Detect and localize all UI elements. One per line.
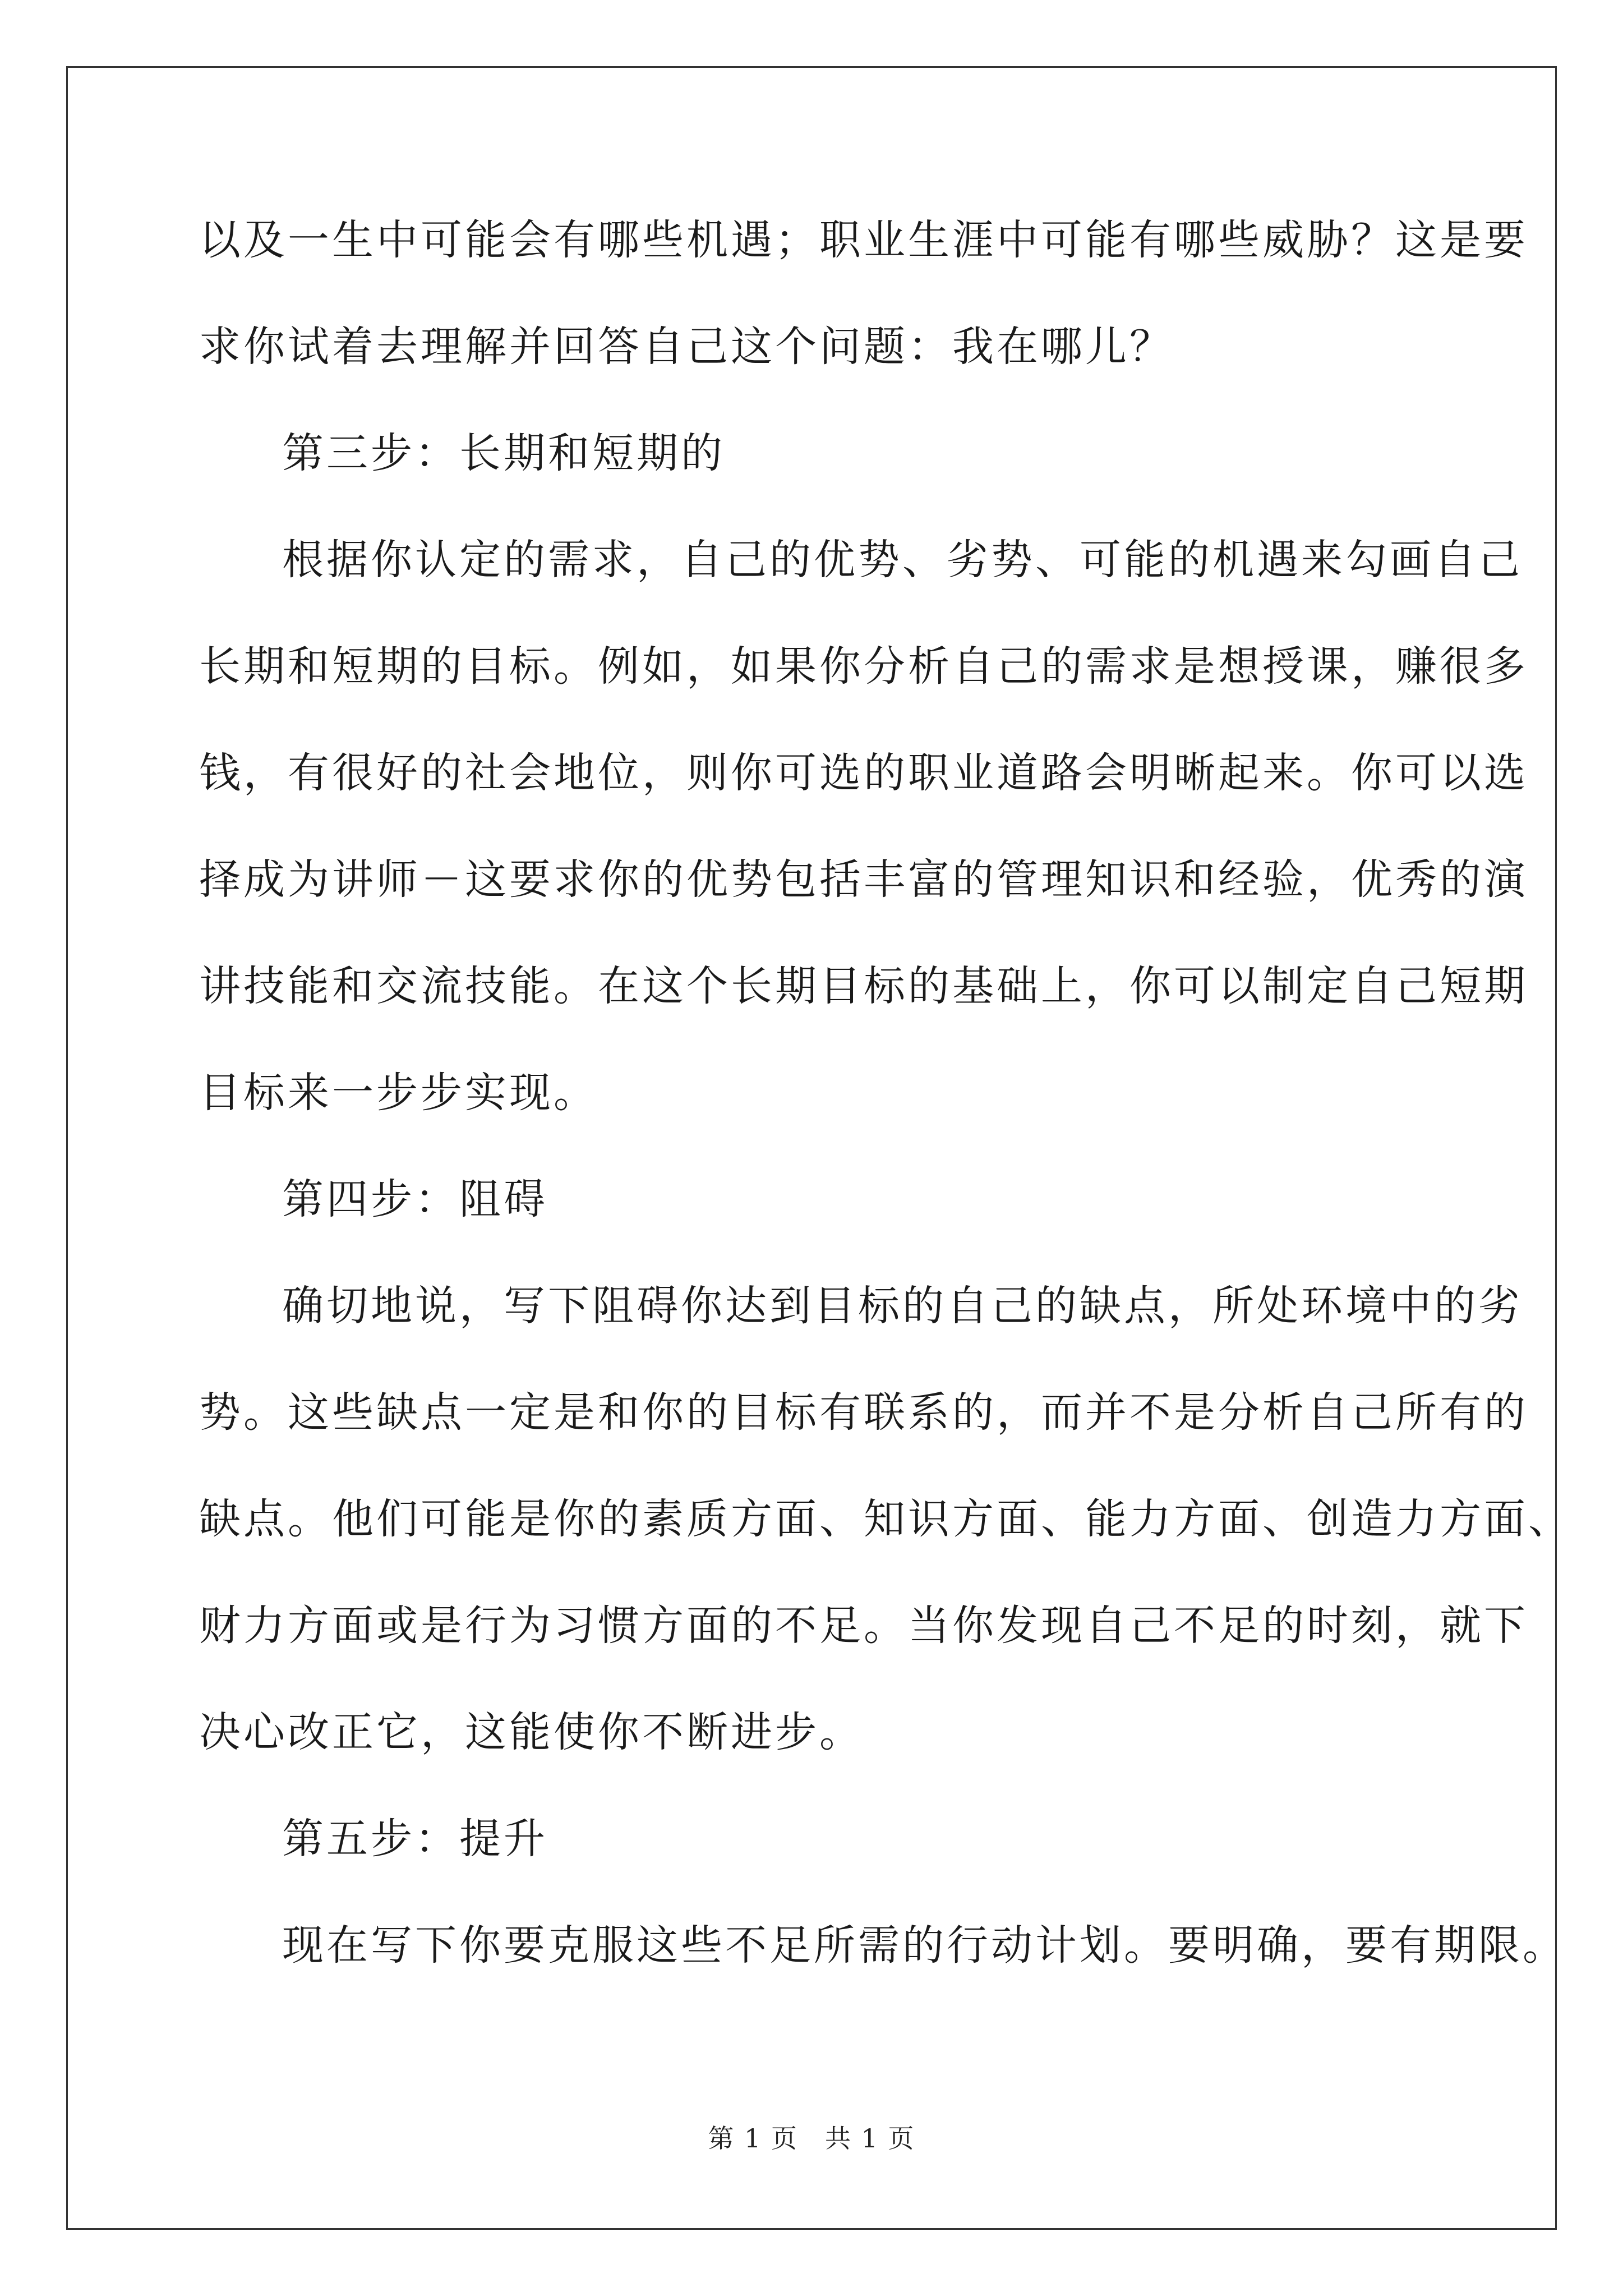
paragraph-line: 财力方面或是行为习惯方面的不足。当你发现自己不足的时刻，就下 bbox=[199, 1602, 1528, 1650]
paragraph-line: 择成为讲师－这要求你的优势包括丰富的管理知识和经验，优秀的演 bbox=[199, 855, 1528, 904]
page-total: 共 1 页 bbox=[825, 2123, 915, 2154]
paragraph-line: 决心改正它，这能使你不断进步。 bbox=[199, 1708, 864, 1756]
paragraph-line: 讲技能和交流技能。在这个长期目标的基础上，你可以制定自己短期 bbox=[199, 962, 1528, 1010]
page-number: 第 1 页 bbox=[708, 2123, 798, 2154]
section-heading-step-5: 第五步：提升 bbox=[282, 1815, 548, 1863]
paragraph-line: 求你试着去理解并回答自己这个问题：我在哪儿？ bbox=[199, 323, 1174, 371]
section-heading-step-3: 第三步：长期和短期的 bbox=[282, 429, 725, 477]
paragraph-line: 缺点。他们可能是你的素质方面、知识方面、能力方面、创造力方面、 bbox=[199, 1495, 1573, 1543]
paragraph-line: 以及一生中可能会有哪些机遇；职业生涯中可能有哪些威胁？这是要 bbox=[199, 216, 1528, 264]
page-footer bbox=[0, 2123, 1623, 2154]
section-heading-step-4: 第四步：阻碍 bbox=[282, 1175, 548, 1223]
page-border bbox=[66, 66, 1557, 2230]
paragraph-line: 长期和短期的目标。例如，如果你分析自己的需求是想授课，赚很多 bbox=[199, 642, 1528, 691]
paragraph-line: 确切地说，写下阻碍你达到目标的自己的缺点，所处环境中的劣 bbox=[282, 1282, 1523, 1330]
paragraph-line: 钱，有很好的社会地位，则你可选的职业道路会明晰起来。你可以选 bbox=[199, 749, 1528, 797]
paragraph-line: 现在写下你要克服这些不足所需的行动计划。要明确，要有期限。 bbox=[282, 1921, 1567, 1970]
paragraph-line: 根据你认定的需求，自己的优势、劣势、可能的机遇来勾画自己 bbox=[282, 536, 1523, 584]
paragraph-line: 势。这些缺点一定是和你的目标有联系的，而并不是分析自己所有的 bbox=[199, 1388, 1528, 1437]
paragraph-line: 目标来一步步实现。 bbox=[199, 1069, 598, 1117]
